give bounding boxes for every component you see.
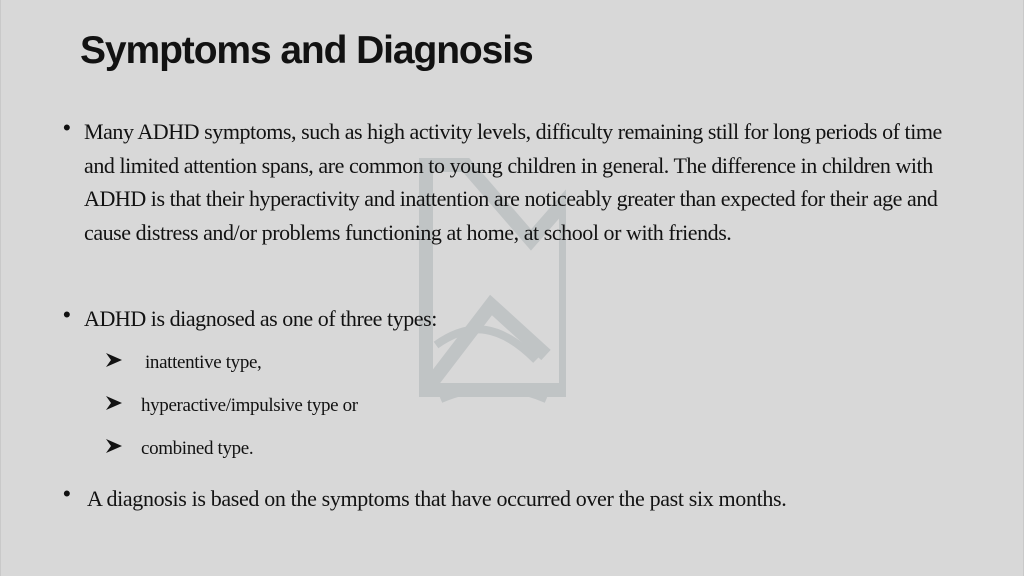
bullet-dot-icon: • xyxy=(63,115,71,140)
arrow-bullet-icon xyxy=(105,437,123,455)
bullet-dot-icon: • xyxy=(63,302,71,327)
subitem-inattentive: inattentive type, xyxy=(145,352,262,373)
subitem-hyperactive: hyperactive/impulsive type or xyxy=(141,395,358,416)
arrow-bullet-icon xyxy=(105,394,123,412)
arrow-bullet-icon xyxy=(105,351,123,369)
symptoms-paragraph: Many ADHD symptoms, such as high activity levels, difficulty remaining still for long periods of time and limited attention spans, are common to young children in general. The difference in children with ADHD is that their hyperactivity and inattention are noticeably greater than expected for their age and cause distress and/or problems functioning at home, at school or with friends. xyxy=(84,119,942,245)
six-months-paragraph: A diagnosis is based on the symptoms that have occurred over the past six months. xyxy=(87,486,787,511)
subitem-combined: combined type. xyxy=(141,438,254,459)
diagnosis-types-paragraph: ADHD is diagnosed as one of three types: xyxy=(84,306,437,331)
bullet-dot-icon: • xyxy=(63,481,71,506)
page-title: Symptoms and Diagnosis xyxy=(80,29,533,72)
